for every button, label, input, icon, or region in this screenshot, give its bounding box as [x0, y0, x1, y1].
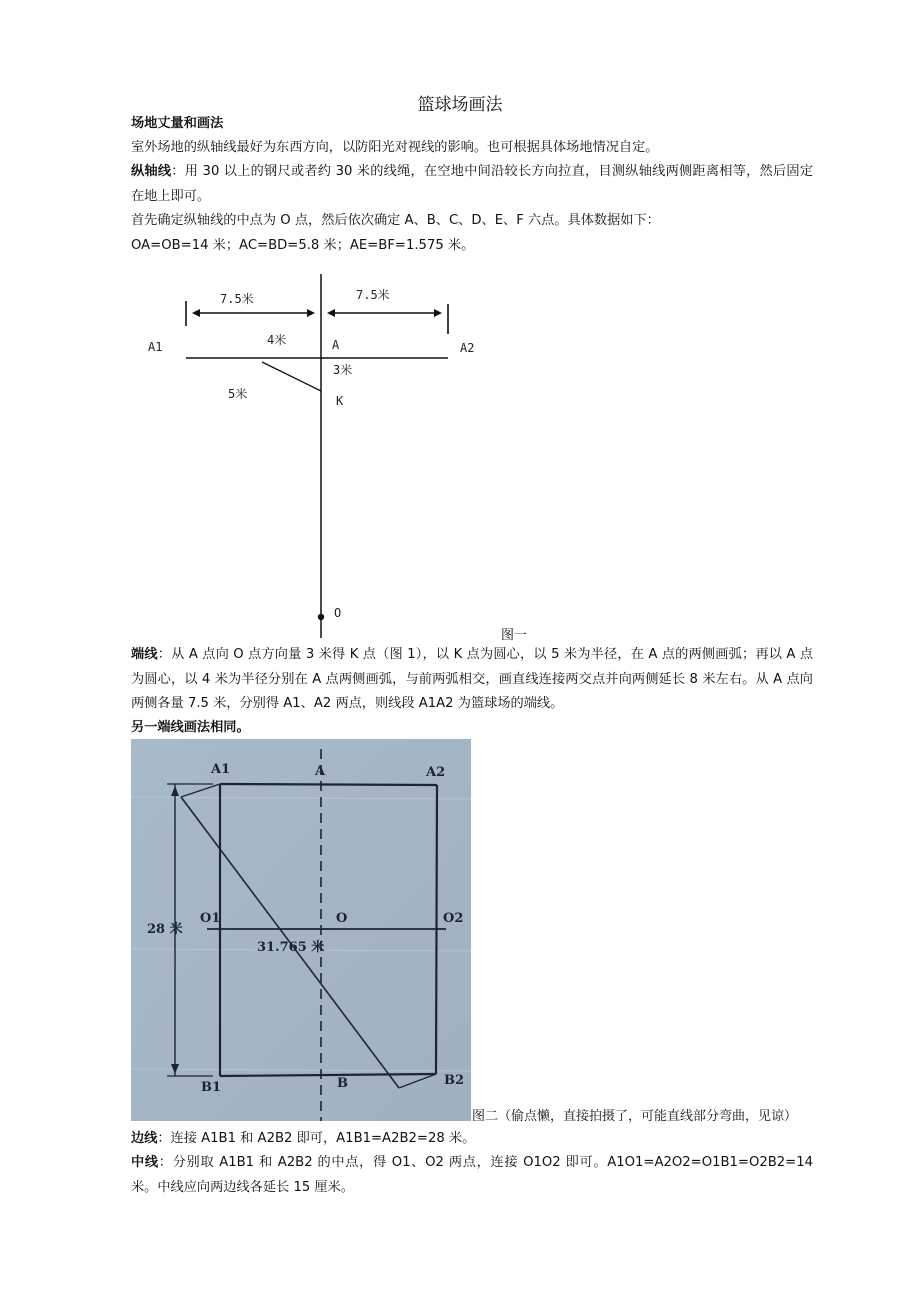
photo-label-a: A [315, 764, 326, 779]
center-line-label: 中线 [131, 1155, 159, 1170]
axis-label: 纵轴线 [131, 164, 172, 179]
side-line-label: 边线 [131, 1131, 158, 1146]
side-line-text: ：连接 A1B1 和 A2B2 即可，A1B1=A2B2=28 米。 [157, 1131, 476, 1146]
intro-paragraph: 室外场地的纵轴线最好为东西方向，以防阳光对视线的影响。也可根据具体场地情况自定。 [131, 140, 659, 155]
arrow-head [327, 309, 335, 317]
photo-label-o1: O1 [200, 911, 221, 926]
points-paragraph: 首先确定纵轴线的中点为 O 点，然后依次确定 A、B、C、D、E、F 六点。具体数据如下： [131, 213, 660, 228]
figure-one-caption: 图一 [501, 628, 528, 643]
photo-diagonal-label: 31.765 米 [257, 940, 325, 955]
point-o-label: O [334, 606, 342, 620]
photo-label-b2: B2 [444, 1073, 465, 1088]
arrow-head [192, 309, 200, 317]
point-k-label: K [336, 394, 344, 408]
section-heading: 场地丈量和画法 [131, 116, 224, 131]
five-meter-label: 5米 [228, 387, 248, 401]
photo-label-b: B [337, 1076, 348, 1091]
photo-label-o2: O2 [443, 911, 464, 926]
arrow-head [307, 309, 315, 317]
end-line-paragraph [131, 643, 813, 717]
axis-text: ：用 30 以上的钢尺或者约 30 米的线绳，在空地中间沿较长方向拉直，目测纵轴线两侧距离相等，然后固定在地上即可。 [131, 164, 814, 204]
point-a2-label: A2 [460, 341, 475, 355]
three-meter-label: 3米 [333, 363, 353, 377]
figure-two-caption: 图二（偷点懒，直接拍摄了，可能直线部分弯曲，见谅） [472, 1109, 798, 1124]
end-line-label: 端线 [131, 647, 158, 662]
photo-width-label: 28 米 [147, 922, 183, 937]
radius-line [262, 362, 321, 391]
arrow-head [434, 309, 442, 317]
photo-label-o: O [336, 911, 348, 926]
other-end-line-note: 另一端线画法相同。 [131, 720, 250, 735]
center-line-text: ：分别取 A1B1 和 A2B2 的中点，得 O1、O2 两点，连接 O1O2 即可。A1O1=A2O2=O1B1=O2B2=14 米。中线应向两边线各延长 15 厘米。 [131, 1155, 814, 1195]
values-paragraph: OA=OB=14 米；AC=BD=5.8 米；AE=BF=1.575 米。 [131, 238, 475, 253]
page-title: 篮球场画法 [417, 95, 503, 115]
point-a-label: A [332, 338, 340, 352]
figure-two-photo [131, 739, 471, 1121]
four-meter-label: 4米 [267, 333, 287, 347]
figure-one-diagram [140, 270, 475, 640]
axis-paragraph [131, 160, 813, 209]
photo-label-a2: A2 [426, 765, 446, 780]
center-line-paragraph [131, 1151, 813, 1200]
right-distance-label: 7.5米 [356, 288, 390, 302]
point-o-dot [318, 614, 324, 620]
side-line-paragraph [131, 1127, 813, 1152]
photo-label-a1: A1 [211, 762, 231, 777]
photo-label-b1: B1 [201, 1080, 222, 1095]
end-line-text: ：从 A 点向 O 点方向量 3 米得 K 点（图 1），以 K 点为圆心，以 5 米为半径，在 A 点的两侧画弧；再以 A 点为圆心，以 4 米为半径分别在 A 点两侧画弧，与前两弧相交，画直线连接两交点并向两侧延长 8 米左右。从 A 点向两侧各量 7.5 米，分别得 A1、A2 两点，则线段 A1A2 为篮球场的端线。 [131, 647, 814, 711]
end-line-a1a2 [220, 784, 437, 785]
point-a1-label: A1 [148, 340, 163, 354]
left-distance-label: 7.5米 [220, 292, 254, 306]
